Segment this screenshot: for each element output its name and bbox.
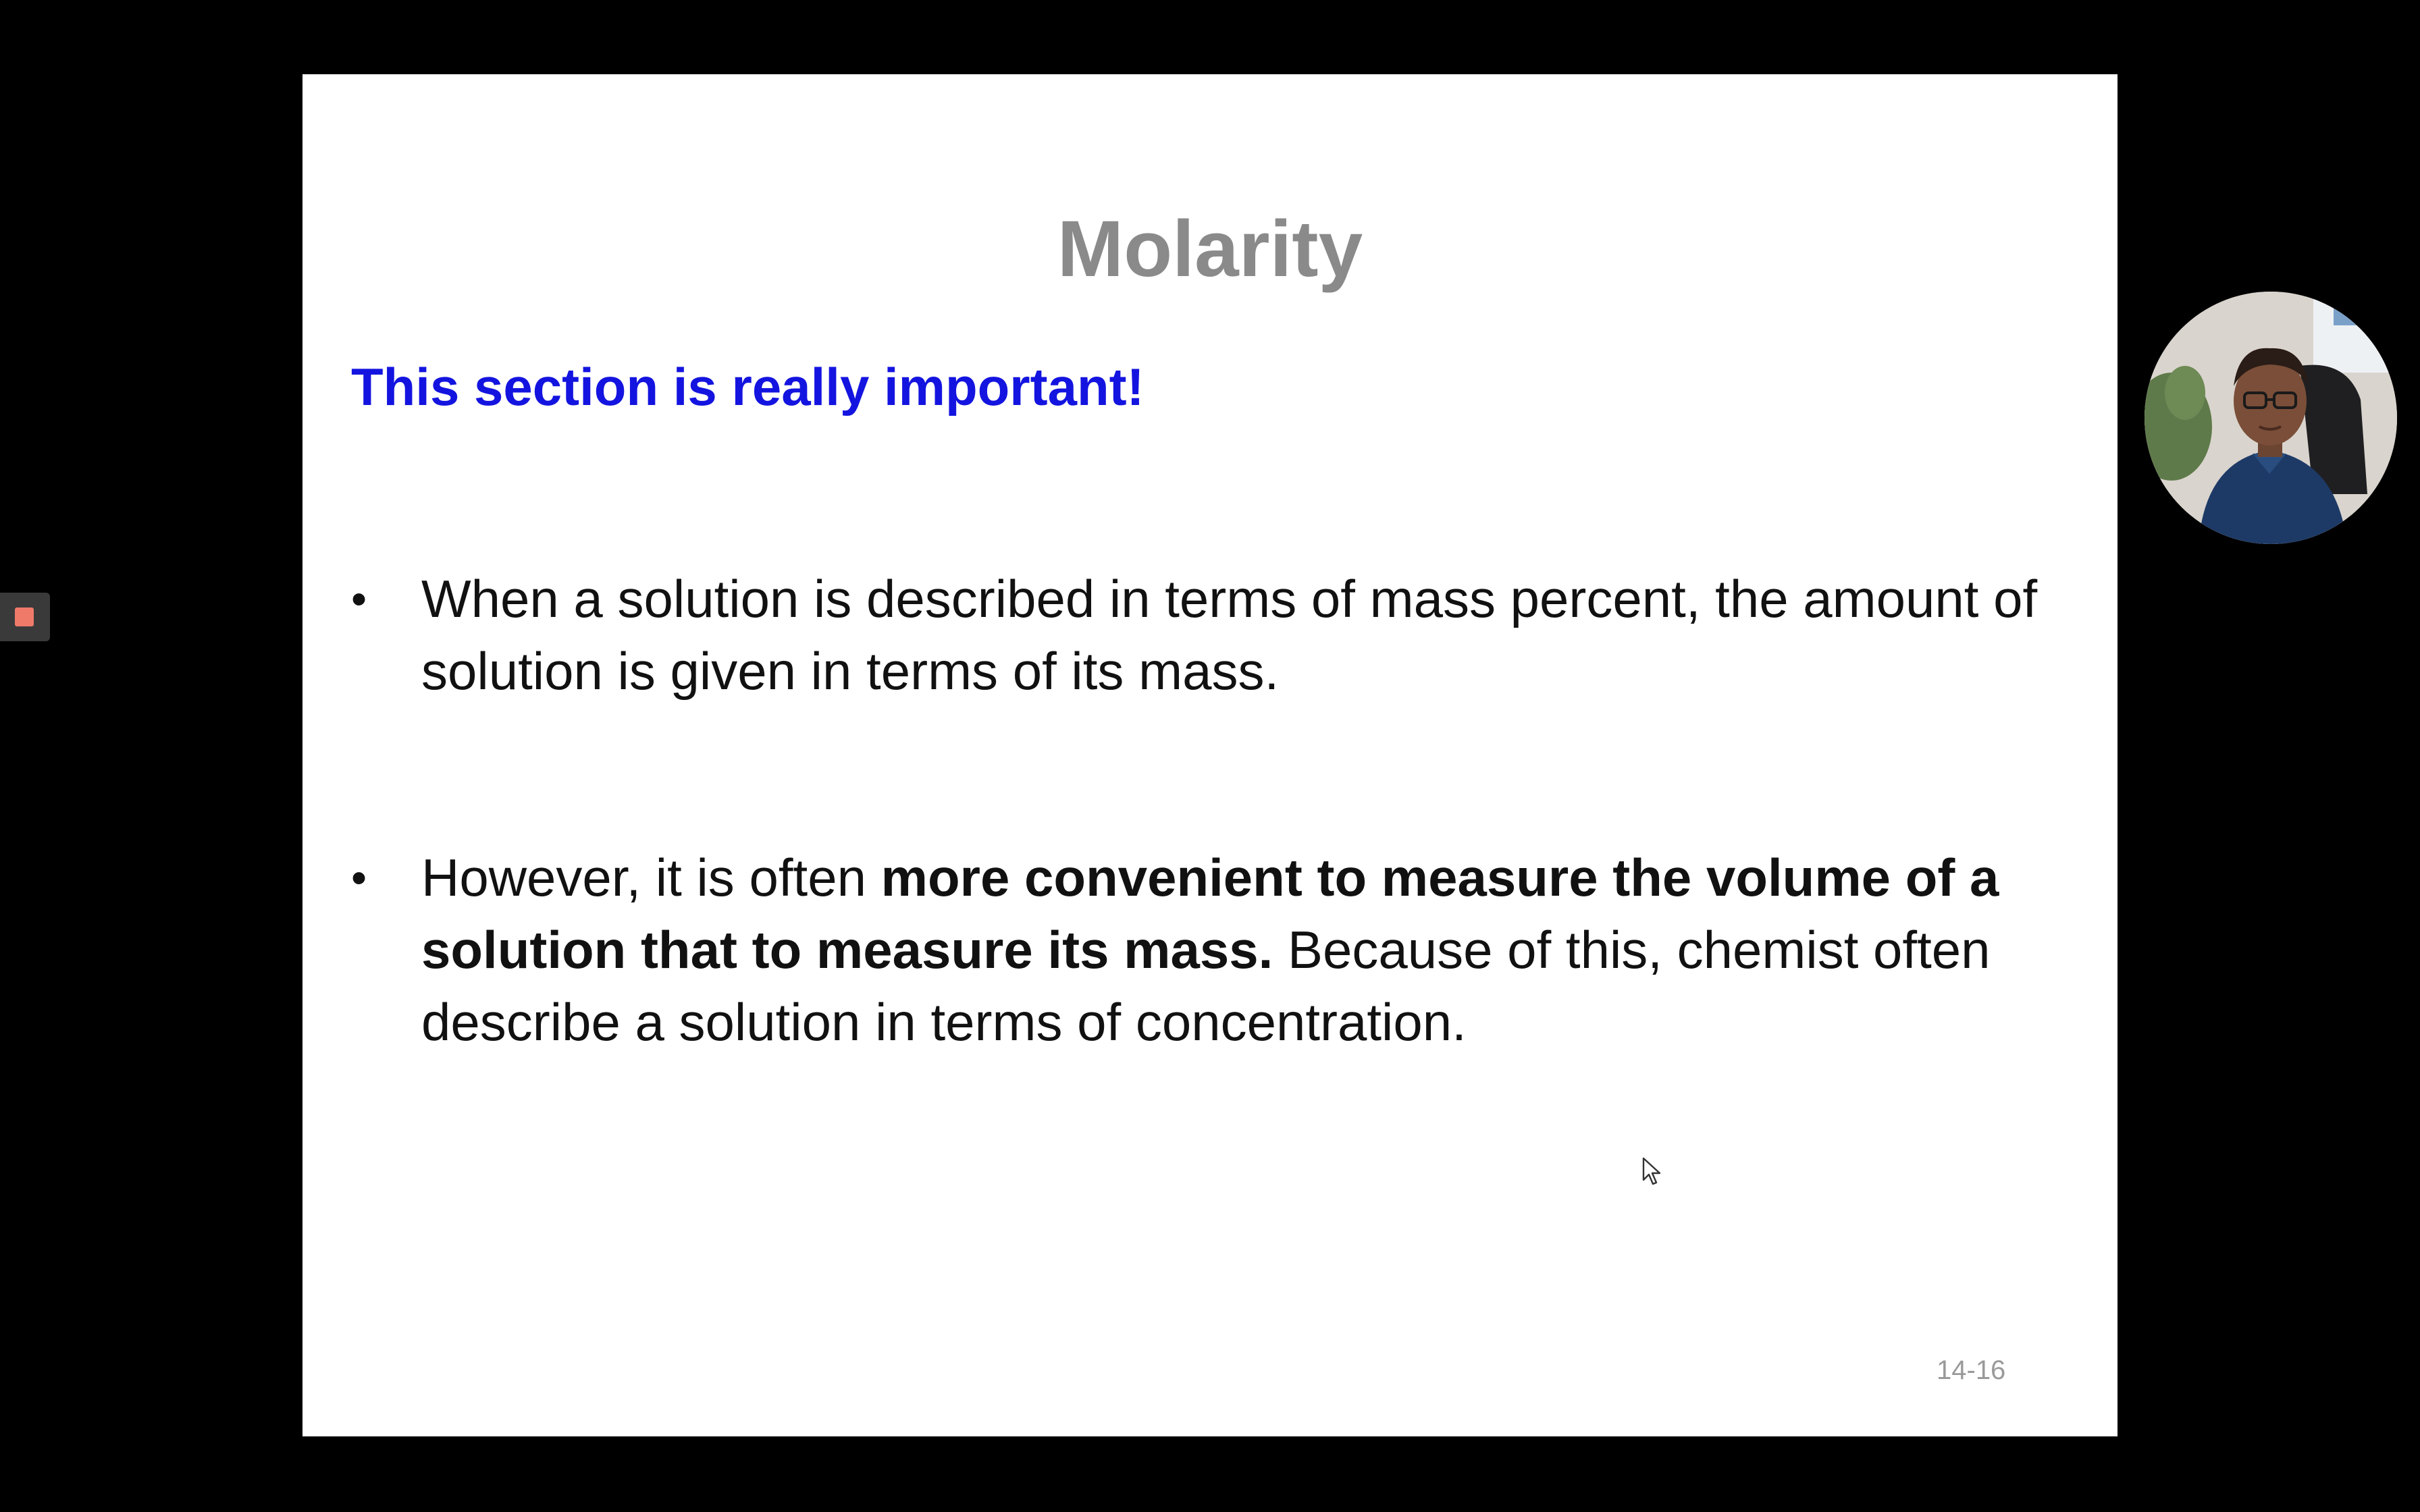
bullet-text-plain-after: Because of this, chemist often describe a solution in terms of concentration.	[421, 920, 1991, 1052]
stop-share-button[interactable]	[0, 593, 50, 641]
presenter-camera-bubble[interactable]	[2145, 292, 2397, 544]
bullet-text	[421, 563, 2080, 707]
presentation-slide	[302, 74, 2118, 1436]
slide-number: 14-16	[1937, 1355, 2006, 1385]
bullet-text-bold: more convenient to measure the volume of a solution that to measure its mass.	[421, 848, 1999, 979]
stop-icon	[15, 608, 34, 626]
slide-subheading: This section is really important!	[351, 357, 1145, 416]
presenter-video-icon	[2145, 292, 2397, 544]
mouse-cursor-icon	[1642, 1157, 1664, 1187]
bullet-text-plain: However, it is often	[421, 848, 881, 907]
bullet-dot: •	[351, 574, 367, 624]
bullet-dot: •	[351, 853, 367, 902]
bullet-text-plain: When a solution is described in terms of mass percent, the amount of solution is given in terms of its mass.	[421, 569, 2038, 701]
bullet-text	[421, 842, 2080, 1058]
slide-title: Molarity	[1057, 205, 1363, 294]
